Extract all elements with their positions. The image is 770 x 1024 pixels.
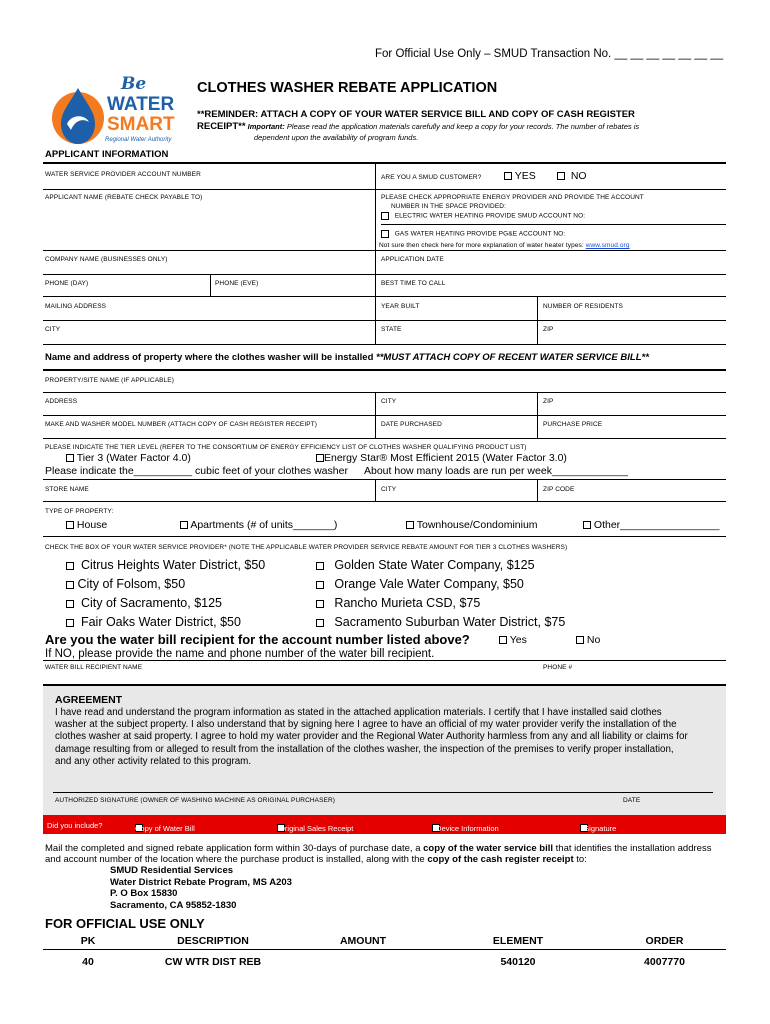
cell-element: 540120 (500, 956, 536, 968)
loads-field[interactable]: About how many loads are run per week_____________ (364, 465, 628, 477)
provider-folsom[interactable]: City of Folsom, $50 (66, 575, 265, 594)
logo-water: WATER (107, 94, 175, 115)
energy-star-option[interactable]: Energy Star® Most Efficient 2015 (Water Factor 3.0) (316, 452, 567, 464)
recipient-question: Are you the water bill recipient for the account number listed above? (45, 632, 470, 647)
account-number-label: WATER SERVICE PROVIDER ACCOUNT NUMBER (45, 171, 201, 178)
recipient-phone-label: PHONE # (543, 664, 573, 671)
app-date-label: APPLICATION DATE (381, 256, 444, 263)
important-note: RECEIPT** Important: Please read the application materials carefully and keep a copy for your records. The number of rebates is (197, 121, 640, 132)
cell-amount (293, 950, 433, 975)
cell-description: CW WTR DIST REB (164, 956, 262, 968)
gas-option[interactable]: GAS WATER HEATING PROVIDE PG&E ACCOUNT NO: (381, 230, 565, 238)
cubic-feet-field[interactable]: Please indicate the__________ cubic feet of your clothes washer (45, 465, 348, 477)
company-label: COMPANY NAME (BUSINESSES ONLY) (45, 256, 168, 263)
property-city-label: CITY (381, 398, 397, 405)
best-time-label: BEST TIME TO CALL (381, 280, 446, 287)
important-note-2: dependent upon the availability of program funds. (254, 133, 419, 142)
mail-instructions-1: Mail the completed and signed rebate application form within 30-days of purchase date, a copy of the water service bill that identifies the installation address (45, 843, 712, 854)
house-option[interactable]: House (66, 519, 107, 531)
site-name-label: PROPERTY/SITE NAME (IF APPLICABLE) (45, 377, 174, 384)
mailing-label: MAILING ADDRESS (45, 303, 107, 310)
cell-pk: 40 (82, 956, 94, 968)
provider-rancho-murieta[interactable]: Rancho Murieta CSD, $75 (316, 594, 565, 613)
residents-label: NUMBER OF RESIDENTS (543, 303, 623, 310)
checkbox (66, 521, 74, 529)
property-type-label: TYPE OF PROPERTY: (45, 508, 114, 515)
logo-be: Be (121, 74, 147, 94)
provider-fair-oaks[interactable]: Fair Oaks Water District, $50 (66, 613, 265, 632)
provider-citrus-heights[interactable]: Citrus Heights Water District, $50 (66, 556, 265, 575)
smud-customer-label: ARE YOU A SMUD CUSTOMER? (381, 174, 482, 181)
checkbox (557, 172, 565, 180)
applicant-section-title: APPLICANT INFORMATION (45, 149, 169, 160)
recipient-no-option[interactable]: No (576, 634, 600, 646)
checklist-device-info[interactable]: Device Information (432, 818, 436, 827)
official-use-table (43, 933, 726, 974)
provider-list-left (66, 556, 265, 632)
be-water-smart-logo (45, 74, 185, 152)
checkbox (316, 454, 324, 462)
checkbox (66, 562, 74, 570)
col-pk: PK (43, 933, 133, 950)
mailing-address: SMUD Residential Services Water District Rebate Program, MS A203 P. O Box 15830 Sacramento, CA 95852-1830 (110, 865, 292, 911)
property-zip-label: ZIP (543, 398, 554, 405)
checkbox (406, 521, 414, 529)
date-label: DATE (623, 797, 641, 804)
store-zip-label: ZIP CODE (543, 486, 575, 493)
provider-orange-vale[interactable]: Orange Vale Water Company, $50 (316, 575, 565, 594)
recipient-yes-option[interactable]: Yes (499, 634, 527, 646)
checklist-prompt: Did you include? (47, 821, 103, 830)
checkbox (66, 581, 74, 589)
checkbox (583, 521, 591, 529)
checkbox (66, 619, 74, 627)
agreement-box (43, 684, 726, 815)
city-label: CITY (45, 326, 61, 333)
checkbox (576, 636, 584, 644)
table-header-row (43, 933, 726, 950)
smud-no-option[interactable]: NO (557, 170, 587, 182)
official-use-header: For Official Use Only – SMUD Transaction No. __ __ __ __ __ __ __ (375, 48, 724, 60)
applicant-name-label: APPLICANT NAME (REBATE CHECK PAYABLE TO) (45, 194, 203, 201)
checkbox (66, 600, 74, 608)
checkbox (316, 562, 324, 570)
provider-golden-state[interactable]: Golden State Water Company, $125 (316, 556, 565, 575)
other-option[interactable]: Other_________________ (583, 519, 719, 531)
state-label: STATE (381, 326, 402, 333)
townhouse-option[interactable]: Townhouse/Condominium (406, 519, 538, 531)
mail-instructions-2: and account number of the location where the purchase product is installed, along with the copy of the cash register receipt to: (45, 854, 587, 865)
table-row (43, 950, 726, 975)
energy-provider-label: PLEASE CHECK APPROPRIATE ENERGY PROVIDER AND PROVIDE THE ACCOUNT (381, 194, 644, 201)
col-description: DESCRIPTION (133, 933, 293, 950)
checklist-sales-receipt[interactable]: Original Sales Receipt (277, 818, 279, 827)
tier3-option[interactable]: Tier 3 (Water Factor 4.0) (66, 452, 191, 464)
checkbox (504, 172, 512, 180)
energy-provider-label-2: NUMBER IN THE SPACE PROVIDED: (391, 203, 506, 210)
checkbox (499, 636, 507, 644)
reminder-text: **REMINDER: ATTACH A COPY OF YOUR WATER SERVICE BILL AND COPY OF CASH REGISTER (197, 109, 635, 120)
checkbox (381, 212, 389, 220)
logo-authority: Regional Water Authority (105, 137, 172, 143)
if-no-note: If NO, please provide the name and phone number of the water bill recipient. (45, 648, 435, 660)
cell-order: 4007770 (644, 956, 685, 968)
provider-note: CHECK THE BOX OF YOUR WATER SERVICE PROVIDER* (NOTE THE APPLICABLE WATER PROVIDER SERVICE REBATE AMOUNT FOR TIER 3 CLOTHES WASHERS) (45, 544, 568, 551)
checkbox (316, 600, 324, 608)
zip-label: ZIP (543, 326, 554, 333)
make-model-label: MAKE AND WASHER MODEL NUMBER (ATTACH COPY OF CASH REGISTER RECEIPT) (45, 421, 318, 428)
apartments-option[interactable]: Apartments (# of units_______) (180, 519, 337, 531)
checkbox (180, 521, 188, 529)
date-purchased-label: DATE PURCHASED (381, 421, 442, 428)
col-amount: AMOUNT (293, 933, 433, 950)
smud-link[interactable]: www.smud.org (585, 242, 630, 249)
col-order: ORDER (603, 933, 726, 950)
checklist-signature[interactable]: Signature (580, 818, 584, 827)
official-use-heading: FOR OFFICIAL USE ONLY (45, 916, 205, 931)
form-title: CLOTHES WASHER REBATE APPLICATION (197, 80, 498, 96)
col-element: ELEMENT (433, 933, 603, 950)
store-name-label: STORE NAME (45, 486, 89, 493)
recipient-name-label: WATER BILL RECIPIENT NAME (45, 664, 143, 671)
checkbox (66, 454, 74, 462)
signature-line[interactable] (53, 792, 713, 793)
checkbox (316, 581, 324, 589)
tier-note: PLEASE INDICATE THE TIER LEVEL (REFER TO THE CONSORTIUM OF ENERGY EFFICIENCY LIST OF CLOTHES WASHER QUALIFYING PRODUCT LIST) (45, 444, 527, 451)
phone-day-label: PHONE (DAY) (45, 280, 89, 287)
phone-eve-label: PHONE (EVE) (215, 280, 259, 287)
property-heading: Name and address of property where the clothes washer will be installed **MUST ATTACH COPY OF RECENT WATER SERVICE BILL** (45, 352, 649, 363)
logo-smart: SMART (107, 114, 175, 135)
checkbox (316, 619, 324, 627)
address-label: ADDRESS (45, 398, 78, 405)
include-checklist-bar: Did you include? Copy of Water Bill Original Sales Receipt Device Information Signature (43, 815, 726, 834)
provider-list-right (316, 556, 565, 632)
purchase-price-label: PURCHASE PRICE (543, 421, 603, 428)
agreement-text: I have read and understand the program information as stated in the attached application materials. I certify that I have installed said clothes washer at the subject property. I also understand that by signing here I agree to have an official of my water provider verify the installation of the clothes washer at said property. I agree to hold my water provider and the Regional Water Authority harmless from any and all liability or claims for damage resulting from or alleged to result from the installation of the clothes washer, the inspection of the premises to verify proper installation, and any other activity related to this program. (55, 707, 688, 767)
signature-label: AUTHORIZED SIGNATURE (OWNER OF WASHING MACHINE AS ORIGINAL PURCHASER) (55, 797, 336, 804)
provider-sacramento[interactable]: City of Sacramento, $125 (66, 594, 265, 613)
checkbox (381, 230, 389, 238)
year-built-label: YEAR BUILT (381, 303, 420, 310)
electric-option[interactable]: ELECTRIC WATER HEATING PROVIDE SMUD ACCOUNT NO: (381, 212, 585, 220)
agreement-title: AGREEMENT (55, 694, 123, 706)
store-city-label: CITY (381, 486, 397, 493)
smud-yes-option[interactable]: YES (504, 170, 536, 182)
provider-sacramento-suburban[interactable]: Sacramento Suburban Water District, $75 (316, 613, 565, 632)
water-heater-note: Not sure then check here for more explanation of water heater types: www.smud.org (379, 242, 630, 249)
